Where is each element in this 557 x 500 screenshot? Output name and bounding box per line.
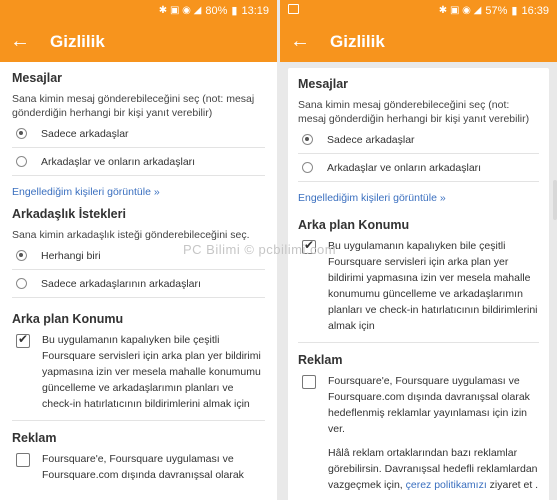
messages-description: Sana kimin mesaj gönderebileceğini seç (not: mesaj gönderdiğin herhangi bir kişi yanıt verebilir) — [12, 93, 255, 119]
clock: 16:39 — [521, 4, 549, 17]
cookie-policy-link[interactable]: çerez politikamızı — [405, 479, 487, 491]
battery-icon: ▮ — [231, 5, 238, 17]
settings-content — [0, 71, 277, 491]
right-screen — [280, 0, 557, 500]
status-bar — [280, 0, 557, 21]
radio-selected-icon[interactable] — [302, 134, 313, 145]
ads-section-title: Reklam — [12, 431, 57, 445]
status-icons: ✱ ▣ ◉ ◢ — [158, 5, 202, 16]
clock: 13:19 — [241, 4, 269, 17]
ads-option[interactable] — [12, 445, 265, 491]
battery-level: 80% — [205, 4, 228, 17]
option-label: Bu uygulamanın kapalıyken bile çeşitli Foursquare servisleri için arka plan yer bildirimi yapmasına izin ver mesela mahalle konumumu güncelleme ve arkadaşlarımın planları ve check-in hatırlatıcının bildirimlerini almak için — [328, 240, 538, 332]
status-icons: ✱ ▣ ◉ ◢ — [438, 5, 482, 16]
app-bar — [0, 21, 277, 62]
back-arrow-icon[interactable]: ← — [10, 30, 30, 52]
back-arrow-icon[interactable]: ← — [290, 30, 310, 52]
option-label: Sadece arkadaşlar — [327, 133, 415, 146]
messages-section-title: Mesajlar — [12, 71, 63, 85]
watermark: PC Bilimi © pcbilimi.com — [183, 242, 337, 257]
battery-level: 57% — [485, 4, 508, 17]
friend-requests-option-friends-of-friends[interactable] — [12, 270, 265, 298]
view-blocked-link[interactable]: Engellediğim kişileri görüntüle » — [12, 186, 160, 198]
radio-unselected-icon[interactable] — [16, 278, 27, 289]
messages-section-title: Mesajlar — [298, 77, 349, 91]
messages-description: Sana kimin mesaj gönderebileceğini seç (not: mesaj gönderdiğin herhangi bir kişi yanıt verebilir) — [298, 99, 530, 125]
battery-icon: ▮ — [511, 5, 518, 17]
ads-note-text: Hâlâ reklam ortaklarından bazı reklamlar görebilirsin. Davranışsal hedefli reklamlardan vazgeçmek için, — [328, 447, 538, 491]
checkbox-checked-icon[interactable] — [302, 240, 316, 254]
view-blocked-link[interactable]: Engellediğim kişileri görüntüle » — [298, 192, 446, 204]
option-label: Foursquare'e, Foursquare uygulaması ve Foursquare.com dışında davranışsal olarak — [42, 453, 244, 481]
app-bar — [280, 21, 557, 62]
background-location-option[interactable] — [12, 326, 265, 421]
option-label: Arkadaşlar ve onların arkadaşları — [327, 161, 482, 174]
option-label: Foursquare'e, Foursquare uygulaması ve Foursquare.com dışında davranışsal olarak hedeflenmiş reklamlar yayınlaması için izin ver. — [328, 375, 530, 435]
page-title: Gizlilik — [50, 31, 105, 51]
friend-requests-section-title: Arkadaşlık İstekleri — [12, 207, 126, 221]
status-bar — [0, 0, 277, 21]
friend-requests-option-anyone[interactable] — [12, 242, 265, 270]
radio-unselected-icon[interactable] — [302, 162, 313, 173]
option-label: Herhangi biri — [41, 249, 101, 262]
messages-option-friends-of-friends[interactable] — [298, 154, 539, 182]
background-location-option[interactable] — [298, 232, 539, 343]
ads-note-suffix: ziyaret et . — [489, 479, 539, 491]
friend-requests-description: Sana kimin arkadaşlık isteği gönderebileceğini seç. — [12, 229, 250, 241]
ads-note — [328, 445, 539, 493]
ads-option[interactable] — [298, 367, 539, 500]
checkbox-unchecked-icon[interactable] — [16, 453, 30, 467]
scroll-edge-indicator — [553, 180, 557, 220]
page-title: Gizlilik — [330, 31, 385, 51]
image-notification-icon — [288, 4, 299, 14]
messages-option-friends-only[interactable] — [12, 120, 265, 148]
option-label: Bu uygulamanın kapalıyken bile çeşitli Foursquare servisleri için arka plan yer bildirimi yapmasına izin ver mesela mahalle konumumu güncelleme ve arkadaşlarımın planları ve check-in hatırlatıcının bildirimlerini almak için — [42, 334, 261, 410]
location-section-title: Arka plan Konumu — [298, 218, 410, 232]
ads-option-text — [328, 373, 539, 493]
left-screen — [0, 0, 277, 500]
option-label: Sadece arkadaşlarının arkadaşları — [41, 277, 201, 290]
radio-selected-icon[interactable] — [16, 250, 27, 261]
option-label: Arkadaşlar ve onların arkadaşları — [41, 155, 196, 168]
messages-option-friends-of-friends[interactable] — [12, 148, 265, 176]
checkbox-checked-icon[interactable] — [16, 334, 30, 348]
location-section-title: Arka plan Konumu — [12, 312, 124, 326]
radio-selected-icon[interactable] — [16, 128, 27, 139]
settings-card — [288, 68, 549, 500]
messages-option-friends-only[interactable] — [298, 126, 539, 154]
radio-unselected-icon[interactable] — [16, 156, 27, 167]
checkbox-unchecked-icon[interactable] — [302, 375, 316, 389]
option-label: Sadece arkadaşlar — [41, 127, 129, 140]
ads-section-title: Reklam — [298, 353, 343, 367]
